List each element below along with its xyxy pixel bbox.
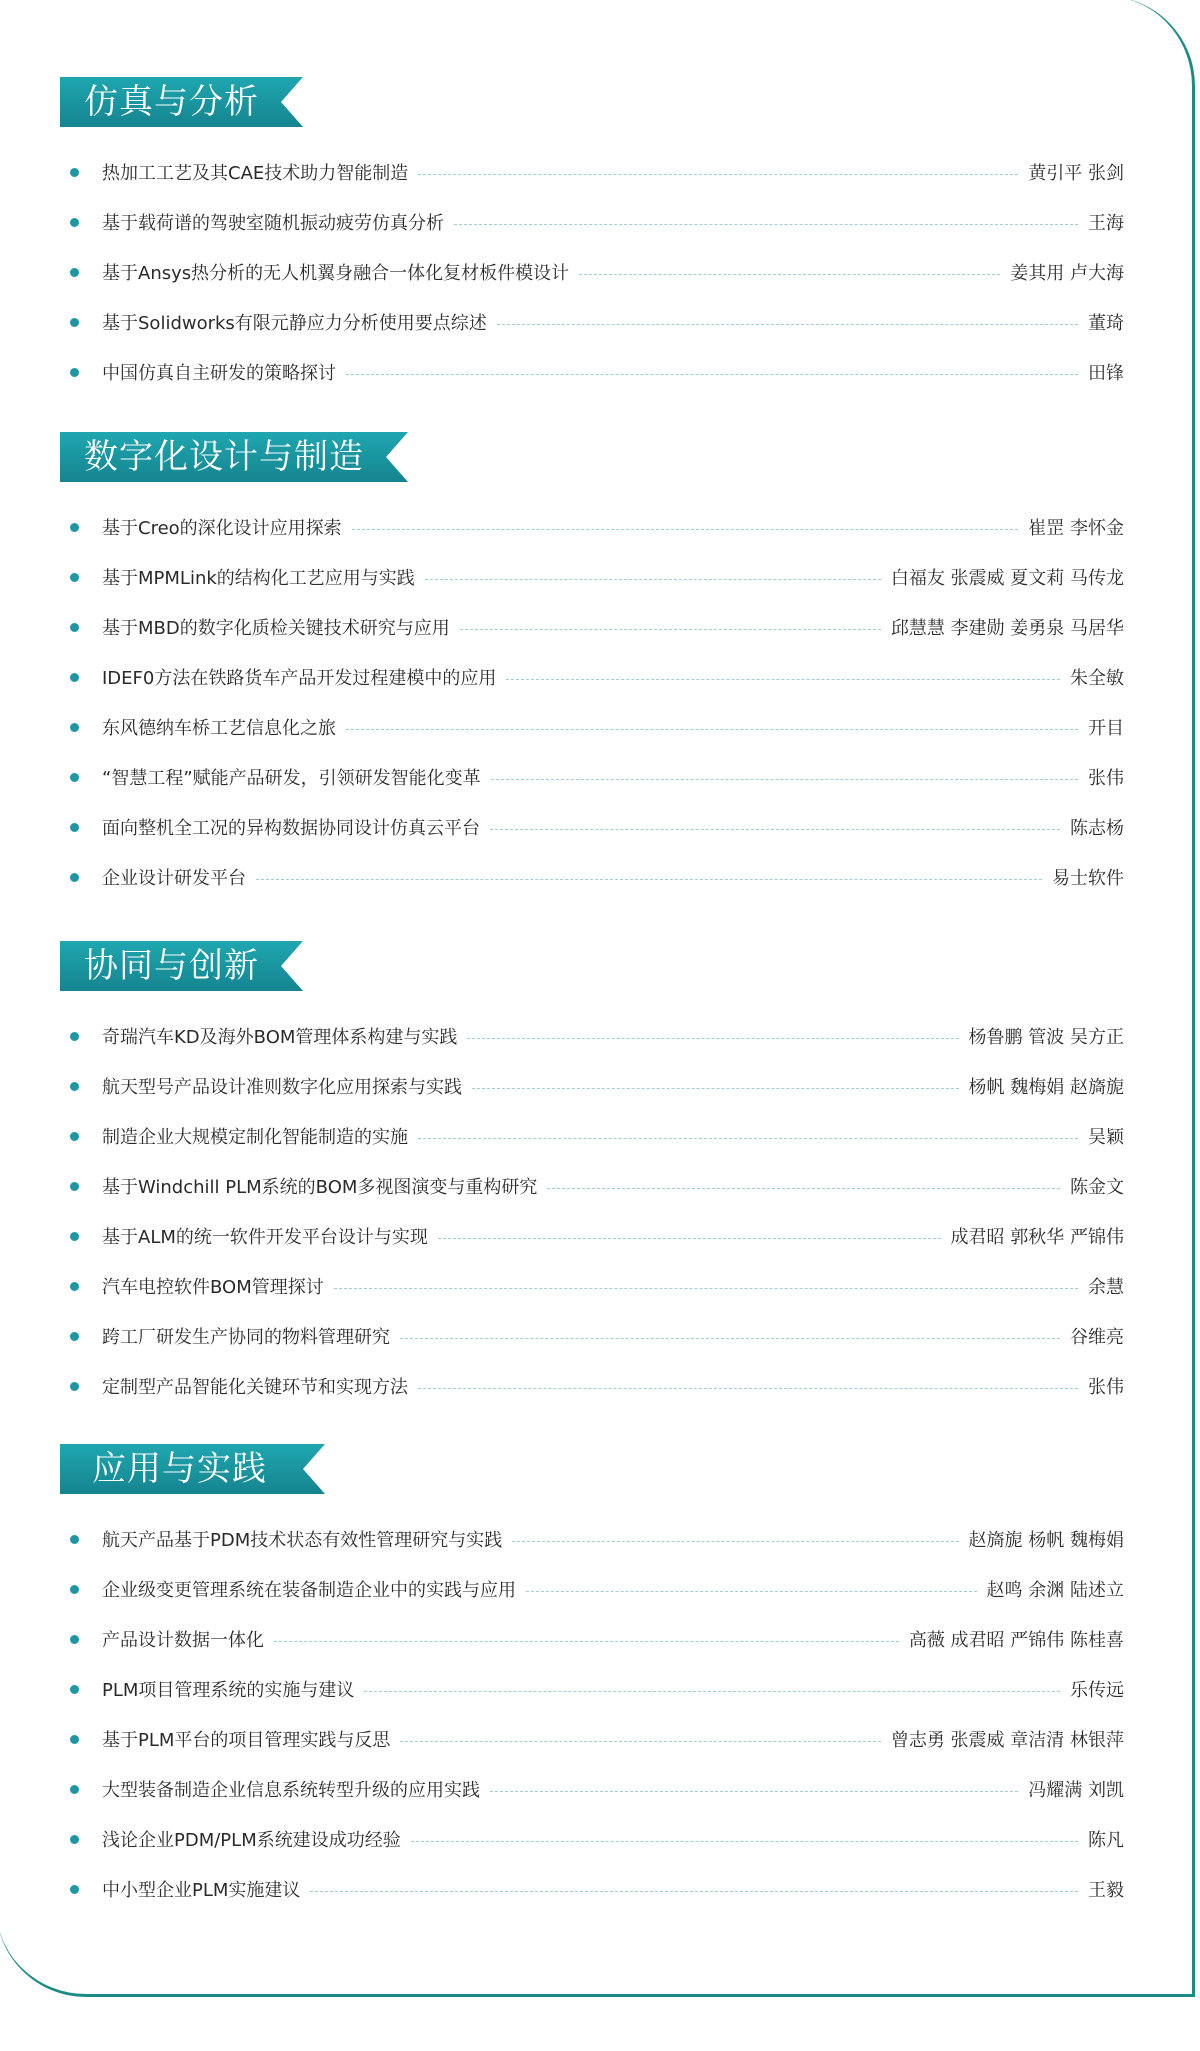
list-item[interactable] <box>60 1111 1124 1161</box>
item-title: 基于Windchill PLM系统的BOM多视图演变与重构研究 <box>102 1177 538 1198</box>
item-title: 大型装备制造企业信息系统转型升级的应用实践 <box>102 1780 480 1801</box>
item-authors: 邱慧慧 李建勋 姜勇泉 马居华 <box>890 618 1124 639</box>
item-authors: 陈凡 <box>1088 1830 1124 1851</box>
list-item[interactable] <box>60 1664 1124 1714</box>
bullet-icon <box>70 1332 79 1341</box>
list-item[interactable] <box>60 1864 1124 1914</box>
item-authors: 王毅 <box>1088 1880 1124 1901</box>
item-authors: 谷维亮 <box>1070 1327 1124 1348</box>
item-title: 产品设计数据一体化 <box>102 1630 264 1651</box>
dotted-leader <box>491 779 1078 780</box>
item-authors: 白福友 张震威 夏文莉 马传龙 <box>890 568 1124 589</box>
item-authors: 杨帆 魏梅娟 赵旖旎 <box>968 1077 1124 1098</box>
section-application <box>60 1444 1124 1914</box>
bullet-icon <box>70 1232 79 1241</box>
bullet-icon <box>70 723 79 732</box>
bullet-icon <box>70 1585 79 1594</box>
bullet-icon <box>70 268 79 277</box>
dotted-leader <box>425 579 881 580</box>
item-title: 基于载荷谱的驾驶室随机振动疲劳仿真分析 <box>102 213 444 234</box>
item-authors: 杨鲁鹏 管波 吴方正 <box>968 1027 1124 1048</box>
bullet-icon <box>70 523 79 532</box>
item-authors: 成君昭 郭秋华 严锦伟 <box>950 1227 1124 1248</box>
bullet-icon <box>70 168 79 177</box>
dotted-leader <box>310 1891 1078 1892</box>
bullet-icon <box>70 1282 79 1291</box>
bullet-icon <box>70 1132 79 1141</box>
list-item[interactable] <box>60 1764 1124 1814</box>
list-item[interactable] <box>60 652 1124 702</box>
bullet-icon <box>70 1885 79 1894</box>
list-item[interactable] <box>60 147 1124 197</box>
item-authors: 张伟 <box>1088 768 1124 789</box>
item-authors: 张伟 <box>1088 1377 1124 1398</box>
item-title: PLM项目管理系统的实施与建议 <box>102 1680 355 1701</box>
section-title: 数字化设计与制造 <box>84 437 364 477</box>
bullet-icon <box>70 368 79 377</box>
item-authors: 开目 <box>1088 718 1124 739</box>
item-authors: 冯耀满 刘凯 <box>1028 1780 1124 1801</box>
item-authors: 易士软件 <box>1052 868 1124 889</box>
item-authors: 田锋 <box>1088 363 1124 384</box>
item-authors: 余慧 <box>1088 1277 1124 1298</box>
bullet-icon <box>70 1535 79 1544</box>
item-title: 东风德纳车桥工艺信息化之旅 <box>102 718 336 739</box>
bullet-icon <box>70 218 79 227</box>
bullet-icon <box>70 1635 79 1644</box>
item-authors: 陈金文 <box>1070 1177 1124 1198</box>
list-item[interactable] <box>60 752 1124 802</box>
dotted-leader <box>274 1641 899 1642</box>
dotted-leader <box>490 829 1060 830</box>
item-title: 基于Solidworks有限元静应力分析使用要点综述 <box>102 313 487 334</box>
bullet-icon <box>70 623 79 632</box>
item-title: 中小型企业PLM实施建议 <box>102 1880 301 1901</box>
list-item[interactable] <box>60 502 1124 552</box>
bullet-icon <box>70 1785 79 1794</box>
dotted-leader <box>472 1088 959 1089</box>
section-header <box>60 941 1124 991</box>
item-title: 浅论企业PDM/PLM系统建设成功经验 <box>102 1830 401 1851</box>
item-authors: 姜其用 卢大海 <box>1010 263 1124 284</box>
item-authors: 陈志杨 <box>1070 818 1124 839</box>
item-title: 面向整机全工况的异构数据协同设计仿真云平台 <box>102 818 480 839</box>
section-title: 应用与实践 <box>92 1449 267 1489</box>
list-item[interactable] <box>60 1311 1124 1361</box>
item-authors: 赵鸣 余渊 陆述立 <box>986 1580 1124 1601</box>
section-simulation <box>60 77 1124 397</box>
dotted-leader <box>490 1791 1018 1792</box>
bullet-icon <box>70 1685 79 1694</box>
bullet-icon <box>70 1082 79 1091</box>
item-title: 制造企业大规模定制化智能制造的实施 <box>102 1127 408 1148</box>
dotted-leader <box>346 729 1078 730</box>
item-title: 跨工厂研发生产协同的物料管理研究 <box>102 1327 390 1348</box>
dotted-leader <box>438 1238 941 1239</box>
dotted-leader <box>418 1388 1078 1389</box>
item-title: 企业设计研发平台 <box>102 868 246 889</box>
dotted-leader <box>418 174 1018 175</box>
list-item[interactable] <box>60 1361 1124 1411</box>
item-title: “智慧工程”赋能产品研发，引领研发智能化变革 <box>102 768 481 789</box>
section-digital-design <box>60 432 1124 902</box>
dotted-leader <box>346 374 1078 375</box>
item-authors: 赵旖旎 杨帆 魏梅娟 <box>968 1530 1124 1551</box>
list-item[interactable] <box>60 602 1124 652</box>
dotted-leader <box>579 274 1000 275</box>
item-authors: 朱全敏 <box>1070 668 1124 689</box>
section-collaboration <box>60 941 1124 1411</box>
list-item[interactable] <box>60 1161 1124 1211</box>
list-item[interactable] <box>60 1564 1124 1614</box>
bullet-icon <box>70 773 79 782</box>
item-title: 基于ALM的统一软件开发平台设计与实现 <box>102 1227 428 1248</box>
dotted-leader <box>400 1338 1060 1339</box>
item-authors: 黄引平 张剑 <box>1028 163 1124 184</box>
list-item[interactable] <box>60 552 1124 602</box>
list-item[interactable] <box>60 197 1124 247</box>
bullet-icon <box>70 1182 79 1191</box>
dotted-leader <box>411 1841 1078 1842</box>
dotted-leader <box>400 1741 880 1742</box>
dotted-leader <box>352 529 1019 530</box>
item-title: 航天产品基于PDM技术状态有效性管理研究与实践 <box>102 1530 503 1551</box>
dotted-leader <box>547 1188 1060 1189</box>
bullet-icon <box>70 1835 79 1844</box>
list-item[interactable] <box>60 347 1124 397</box>
item-title: 基于Ansys热分析的无人机翼身融合一体化复材板件模设计 <box>102 263 570 284</box>
item-title: 基于MPMLink的结构化工艺应用与实践 <box>102 568 415 589</box>
item-title: 航天型号产品设计准则数字化应用探索与实践 <box>102 1077 462 1098</box>
bullet-icon <box>70 1735 79 1744</box>
list-item[interactable] <box>60 1714 1124 1764</box>
list-item[interactable] <box>60 852 1124 902</box>
dotted-leader <box>467 1038 958 1039</box>
list-item[interactable] <box>60 1211 1124 1261</box>
list-item[interactable] <box>60 1814 1124 1864</box>
dotted-leader <box>497 324 1078 325</box>
item-title: 汽车电控软件BOM管理探讨 <box>102 1277 324 1298</box>
bullet-icon <box>70 1382 79 1391</box>
item-authors: 高薇 成君昭 严锦伟 陈桂喜 <box>908 1630 1124 1651</box>
list-item[interactable] <box>60 1061 1124 1111</box>
section-header <box>60 432 1124 482</box>
section-title: 仿真与分析 <box>84 82 259 122</box>
list-item[interactable] <box>60 247 1124 297</box>
bullet-icon <box>70 873 79 882</box>
section-title: 协同与创新 <box>84 946 259 986</box>
item-title: 奇瑞汽车KD及海外BOM管理体系构建与实践 <box>102 1027 458 1048</box>
item-title: 热加工工艺及其CAE技术助力智能制造 <box>102 163 409 184</box>
item-title: 基于MBD的数字化质检关键技术研究与应用 <box>102 618 450 639</box>
item-title: 基于PLM平台的项目管理实践与反思 <box>102 1730 391 1751</box>
list-item[interactable] <box>60 1261 1124 1311</box>
list-item[interactable] <box>60 1514 1124 1564</box>
bullet-icon <box>70 318 79 327</box>
item-authors: 崔罡 李怀金 <box>1028 518 1124 539</box>
section-header <box>60 1444 1124 1494</box>
dotted-leader <box>454 224 1078 225</box>
dotted-leader <box>364 1691 1060 1692</box>
item-authors: 乐传远 <box>1070 1680 1124 1701</box>
list-item[interactable] <box>60 802 1124 852</box>
list-item[interactable] <box>60 1011 1124 1061</box>
section-header <box>60 77 1124 127</box>
dotted-leader <box>256 879 1042 880</box>
bullet-icon <box>70 1032 79 1041</box>
list-item[interactable] <box>60 297 1124 347</box>
item-authors: 曾志勇 张震威 章洁清 林银萍 <box>890 1730 1124 1751</box>
item-title: IDEF0方法在铁路货车产品开发过程建模中的应用 <box>102 668 497 689</box>
dotted-leader <box>418 1138 1078 1139</box>
item-title: 定制型产品智能化关键环节和实现方法 <box>102 1377 408 1398</box>
item-authors: 王海 <box>1088 213 1124 234</box>
dotted-leader <box>526 1591 977 1592</box>
item-title: 基于Creo的深化设计应用探索 <box>102 518 342 539</box>
bullet-icon <box>70 573 79 582</box>
item-authors: 董琦 <box>1088 313 1124 334</box>
item-authors: 吴颖 <box>1088 1127 1124 1148</box>
list-item[interactable] <box>60 1614 1124 1664</box>
bullet-icon <box>70 673 79 682</box>
dotted-leader <box>506 679 1060 680</box>
dotted-leader <box>512 1541 958 1542</box>
dotted-leader <box>334 1288 1078 1289</box>
item-title: 企业级变更管理系统在装备制造企业中的实践与应用 <box>102 1580 516 1601</box>
dotted-leader <box>460 629 881 630</box>
list-item[interactable] <box>60 702 1124 752</box>
item-title: 中国仿真自主研发的策略探讨 <box>102 363 336 384</box>
bullet-icon <box>70 823 79 832</box>
